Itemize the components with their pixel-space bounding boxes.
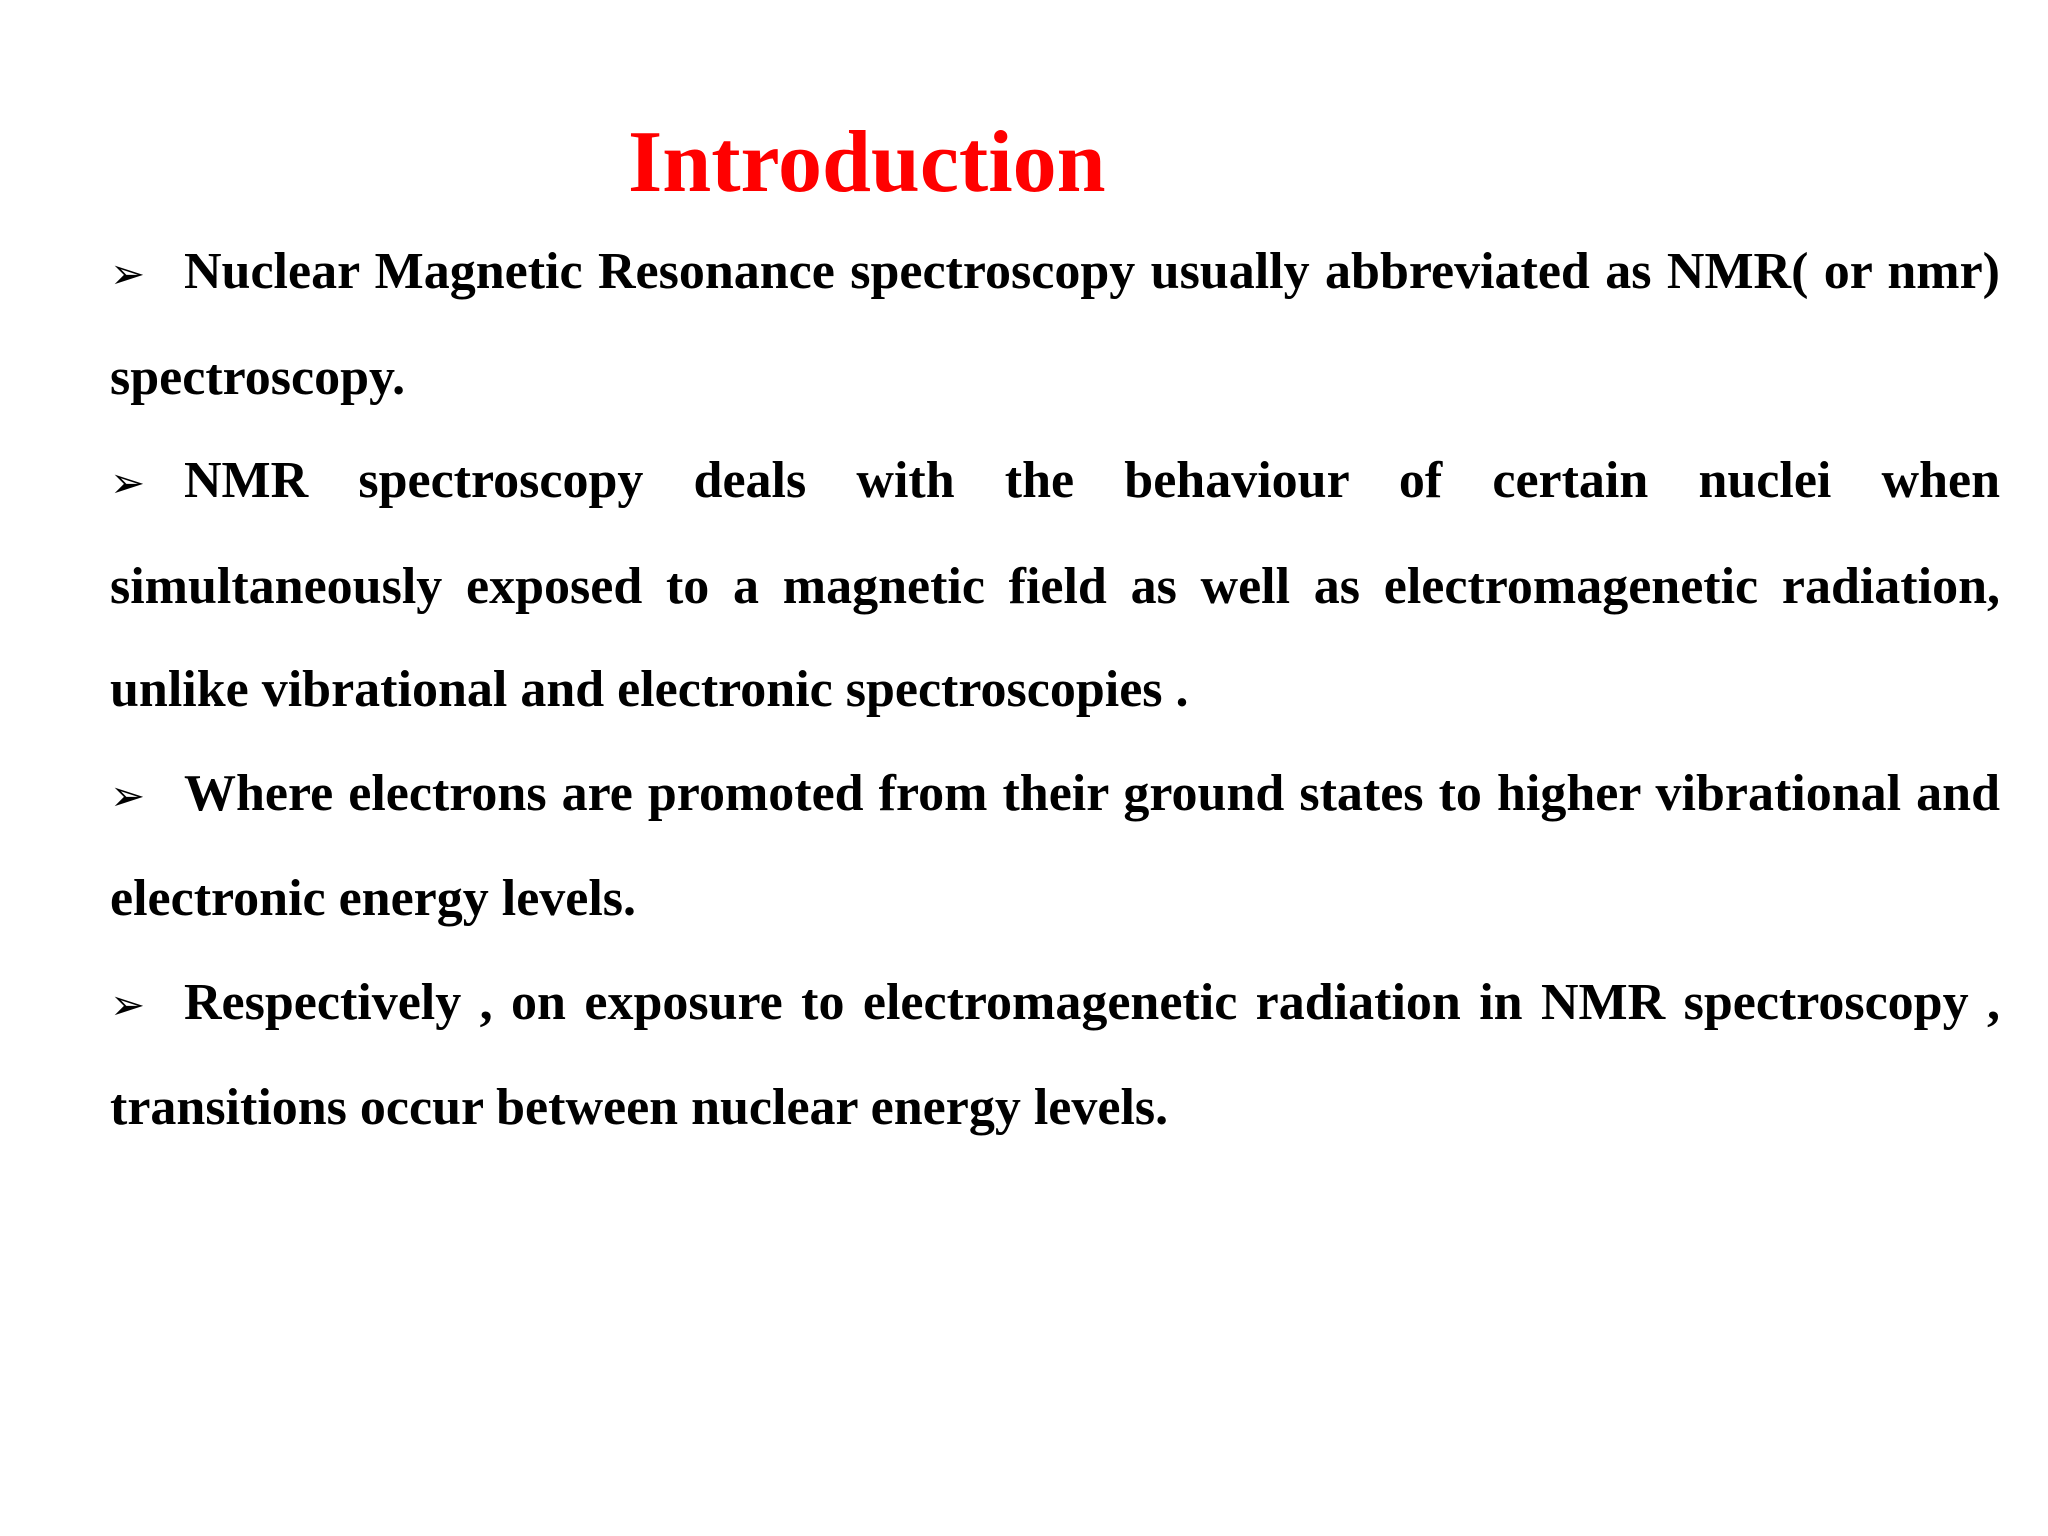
bullet-item-1	[110, 220, 2000, 429]
bullet-text-2: NMR spectroscopy deals with the behaviour of certain nuclei when simultaneously exposed to a magnetic field as well as electromagenetic radiation, unlike vibrational and electronic spectroscopies .	[110, 452, 2000, 718]
bullet-item-4	[110, 951, 2000, 1160]
bullet-text-1: Nuclear Magnetic Resonance spectroscopy usually abbreviated as NMR( or nmr) spectroscopy.	[110, 243, 2000, 406]
bullet-text-4: Respectively , on exposure to electromagenetic radiation in NMR spectroscopy , transitions occur between nuclear energy levels.	[110, 973, 2000, 1136]
arrow-bullet-icon: ➢	[110, 249, 146, 298]
bullet-item-3	[110, 742, 2000, 951]
arrow-bullet-icon: ➢	[110, 458, 146, 507]
bullet-item-2	[110, 429, 2000, 742]
arrow-bullet-icon: ➢	[110, 979, 146, 1029]
bullet-list	[110, 220, 2000, 1160]
arrow-bullet-icon: ➢	[110, 770, 146, 820]
slide-title: Introduction	[628, 114, 1106, 211]
bullet-text-3: Where electrons are promoted from their ground states to higher vibrational and electronic energy levels.	[110, 764, 2000, 927]
